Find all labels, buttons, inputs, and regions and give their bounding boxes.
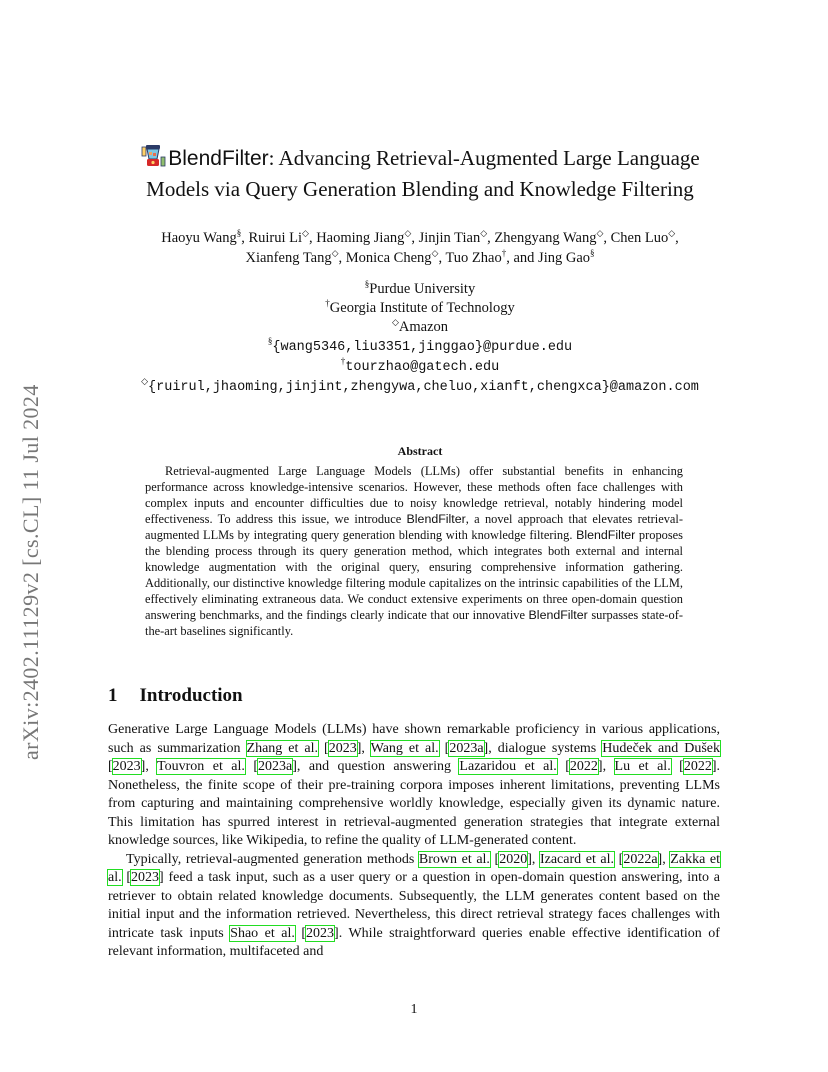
affiliation-mark: ◇ bbox=[668, 228, 676, 239]
email-purdue bbox=[100, 337, 740, 357]
author-line-1 bbox=[100, 228, 740, 248]
abstract-brand: BlendFilter bbox=[528, 608, 588, 622]
introduction-body bbox=[108, 721, 720, 962]
email-amazon bbox=[100, 377, 740, 397]
arxiv-identifier: arXiv:2402.11129v2 [cs.CL] 11 Jul 2024 bbox=[18, 384, 43, 760]
author-list bbox=[100, 228, 740, 268]
abstract-brand: BlendFilter bbox=[406, 512, 466, 526]
abstract-heading: Abstract bbox=[397, 444, 443, 458]
author-name: , and Jing Gao bbox=[506, 250, 590, 266]
citation-link[interactable]: Touvron et al. bbox=[157, 759, 245, 774]
affiliation-mark: † bbox=[501, 248, 507, 259]
section-heading bbox=[108, 685, 243, 707]
affiliation-amazon bbox=[100, 318, 740, 337]
email-gatech bbox=[100, 357, 740, 377]
author-name: Xianfeng Tang bbox=[245, 250, 332, 266]
citation-link[interactable]: 2023 bbox=[112, 759, 141, 774]
citation-link[interactable]: Izacard et al. bbox=[539, 851, 615, 867]
author-name: Haoyu Wang bbox=[161, 230, 237, 246]
body-text-segment: ], bbox=[597, 759, 615, 774]
blender-logo-icon bbox=[140, 143, 166, 169]
intro-paragraph-2 bbox=[108, 851, 720, 962]
citation-link[interactable]: Lu et al. bbox=[614, 759, 671, 774]
author-name: , Monica Cheng bbox=[338, 250, 432, 266]
body-text-segment: ], bbox=[140, 759, 158, 774]
affiliation-name: Amazon bbox=[398, 319, 449, 335]
citation-link[interactable]: Wang et al. bbox=[370, 740, 439, 756]
page-number: 1 bbox=[410, 1002, 418, 1017]
citation-link[interactable]: 2023a bbox=[258, 759, 293, 774]
author-name: , Tuo Zhao bbox=[438, 250, 502, 266]
citation-link[interactable]: 2022a bbox=[623, 851, 658, 867]
title-line2: Models via Query Generation Blending and Knowledge Filtering bbox=[146, 177, 694, 201]
author-name: , Zhengyang Wang bbox=[487, 230, 597, 246]
title-brand: BlendFilter bbox=[168, 147, 269, 170]
body-text-segment: [ bbox=[489, 851, 500, 867]
author-separator: , bbox=[675, 230, 679, 246]
citation-link[interactable]: 2023 bbox=[131, 870, 160, 885]
affiliation-mark: ◇ bbox=[391, 317, 399, 328]
body-text-segment: ] feed a task input, such as a user query or a question in open-domain question answering, into a retriever to obtain related knowledge documents. Subsequently, the LLM generates content based on the initial input and the information retrieved. Nevertheless, this direct retrieval strategy faces challenges with intricate task inputs bbox=[108, 870, 720, 941]
author-name: , Ruirui Li bbox=[241, 230, 303, 246]
affiliation-mark: ◇ bbox=[331, 248, 339, 259]
email-text: {ruirul,jhaoming,jinjint,zhengywa,cheluo,xianft,chengxca}@amazon.com bbox=[148, 380, 699, 395]
affiliations bbox=[100, 280, 740, 397]
author-name: , Haoming Jiang bbox=[308, 230, 405, 246]
author-line-2 bbox=[100, 248, 740, 268]
body-text-segment: [ bbox=[294, 925, 307, 941]
abstract-part: surpasses state-of-the-art baselines significantly. bbox=[145, 608, 684, 638]
section-number: 1 bbox=[108, 685, 118, 706]
email-text: tourzhao@gatech.edu bbox=[345, 360, 500, 375]
abstract-text bbox=[145, 463, 683, 639]
body-text-segment: ], bbox=[356, 740, 371, 756]
author-name: , Chen Luo bbox=[603, 230, 669, 246]
intro-paragraph-1 bbox=[108, 721, 720, 851]
body-text-segment: [ bbox=[614, 851, 624, 867]
section-title: Introduction bbox=[139, 685, 243, 706]
body-text-segment: ], and question answering bbox=[292, 759, 460, 774]
paper-title bbox=[100, 143, 740, 204]
affiliation-mark: ◇ bbox=[431, 248, 439, 259]
citation-link[interactable]: 2023 bbox=[328, 740, 357, 756]
citation-link[interactable]: Shao et al. bbox=[230, 925, 295, 941]
affiliation-name: Georgia Institute of Technology bbox=[329, 300, 515, 316]
body-text-segment: [ bbox=[244, 759, 259, 774]
citation-link[interactable]: 2022 bbox=[569, 759, 598, 774]
author-name: , Jinjin Tian bbox=[411, 230, 481, 246]
body-text-segment: ]. While straightforward queries enable effective identification of relevant information, multifaceted and bbox=[108, 925, 720, 959]
affiliation-mark: ◇ bbox=[404, 228, 412, 239]
citation-link[interactable]: Hudeček and Dušek bbox=[602, 740, 720, 756]
affiliation-mark: § bbox=[236, 228, 242, 239]
affiliation-purdue bbox=[100, 280, 740, 299]
affiliation-mark: § bbox=[590, 248, 595, 259]
body-text-segment: ], bbox=[657, 851, 671, 867]
affiliation-name: Purdue University bbox=[369, 281, 476, 297]
citation-link[interactable]: 2023 bbox=[306, 925, 335, 941]
body-text-segment: ]. Nonetheless, the finite scope of their pre-training corpora imposes inherent limitations, preventing LLMs from capturing and maintaining comprehensive worldly knowledge, especially given its dynamic nature. This limitation has spurred interest in retrieval-augmented generation strategies that integrate external knowledge sources, like Wikipedia, to refine the quality of LLM-generated content. bbox=[108, 759, 720, 848]
body-text-segment: [ bbox=[556, 759, 570, 774]
body-text-segment: [ bbox=[121, 870, 132, 885]
body-text-segment: [ bbox=[318, 740, 329, 756]
affiliation-mark: ◇ bbox=[302, 228, 309, 239]
citation-link[interactable]: Lazaridou et al. bbox=[459, 759, 557, 774]
body-text-segment: [ bbox=[438, 740, 450, 756]
citation-link[interactable]: Brown et al. bbox=[418, 851, 490, 867]
body-text-segment: Typically, retrieval-augmented generation methods bbox=[126, 851, 419, 867]
citation-link[interactable]: Zhang et al. bbox=[246, 740, 319, 756]
affiliation-mark: † bbox=[340, 356, 346, 367]
abstract-part: proposes the blending process through its query generation method, which integrates both external and internal knowledge augmentation with the original query, ensuring comprehensive information gathering. Additionally, our distinctive knowledge filtering module capitalizes on the intrinsic capabilities of the LLM, effectively eliminating extraneous data. We conduct extensive experiments on three open-domain question answering benchmarks, and the findings clearly indicate that our innovative bbox=[145, 528, 683, 622]
title-line1: : Advancing Retrieval-Augmented Large Language bbox=[268, 146, 700, 170]
citation-link[interactable]: 2022 bbox=[683, 759, 712, 774]
affiliation-mark: ◇ bbox=[480, 228, 488, 239]
affiliation-gatech bbox=[100, 299, 740, 318]
body-text-segment: ], dialogue systems bbox=[483, 740, 603, 756]
affiliation-mark: § bbox=[267, 336, 273, 347]
body-text-segment: Generative Large Language Models (LLMs) have shown remarkable proficiency in various applications, such as summarization bbox=[108, 722, 720, 756]
affiliation-mark: § bbox=[364, 279, 370, 290]
affiliation-mark: † bbox=[325, 298, 330, 309]
body-text-segment: [ bbox=[108, 759, 113, 774]
citation-link[interactable]: Zakka et al. bbox=[108, 851, 720, 885]
citation-link[interactable]: 2020 bbox=[499, 851, 528, 867]
abstract-brand: BlendFilter bbox=[576, 528, 636, 542]
abstract-part: Retrieval-augmented Large Language Models (LLMs) offer substantial benefits in enhancing performance across knowledge-intensive scenarios. However, these methods often face challenges with complex inputs and encounter difficulties due to noisy knowledge retrieval, notably hindering model effectiveness. To address this issue, we introduce bbox=[145, 464, 683, 526]
email-text: {wang5346,liu3351,jinggao}@purdue.edu bbox=[272, 340, 573, 355]
body-text-segment: ], bbox=[527, 851, 540, 867]
affiliation-mark: ◇ bbox=[596, 228, 604, 239]
body-text-segment: [ bbox=[670, 759, 684, 774]
abstract-part: , a novel approach that elevates retrieval-augmented LLMs by integrating query generation blending with knowledge filtering. bbox=[145, 512, 683, 542]
citation-link[interactable]: 2023a bbox=[449, 740, 484, 756]
affiliation-mark: ◇ bbox=[141, 376, 149, 387]
